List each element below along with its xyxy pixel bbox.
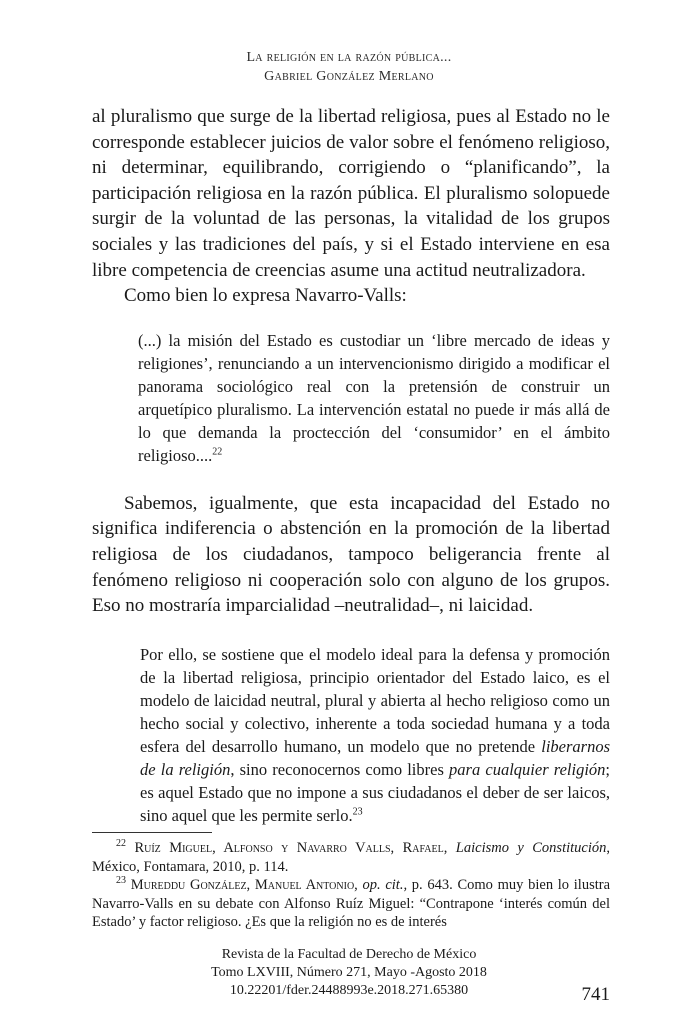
running-header (0, 48, 698, 86)
footnote-23 (92, 876, 610, 932)
paragraph-2: Como bien lo expresa Navarro-Valls: (124, 285, 407, 307)
block-quote-1-text: (...) la misión del Estado es custodiar un ‘libre mercado de ideas y religiones’, renunciando a un intervencionismo dirigido a modificar el panorama sociológico real con la pretensión de construir un arquetípico pluralismo. La intervención estatal no puede ir más allá de lo que demanda la proctección del ‘consumidor’ en el ámbito religioso.... (138, 330, 610, 465)
footnotes (92, 832, 610, 932)
footnote-23-author: Mureddu González, Manuel Antonio, (130, 877, 363, 893)
footnote-ref-23: 23 (352, 806, 363, 818)
block-quote-2-text-c: ; es aquel Estado que no impone a sus ciudadanos el deber de ser laicos, sino aquel que les permite serlo. (140, 759, 610, 825)
header-author: Gabriel González Merlano (264, 69, 434, 84)
page-number: 741 (581, 984, 610, 1005)
footnote-22-number: 22 (116, 838, 126, 850)
paragraph-3: Sabemos, igualmente, que esta incapacidad del Estado no significa indiferencia o abstención en la promoción de la libertad religiosa de los ciudadanos, tampoco beligerancia frente al fenómeno religioso ni cooperación solo con alguno de los grupos. Eso no mostraría imparcialidad –neutralidad–, ni laicidad. (92, 492, 610, 617)
block-quote-2-italic-1: liberarnos de la religión (140, 736, 610, 779)
block-quote-2-italic-2: para cualquier religión (449, 759, 606, 779)
footer-issue: Tomo LXVIII, Número 271, Mayo -Agosto 2018 (211, 965, 487, 980)
footnote-22-title: Laicismo y Constitución (455, 840, 607, 856)
footnote-rule (92, 832, 212, 833)
main-text (92, 104, 610, 827)
block-quote-2-text-b: , sino reconocernos como libres (230, 759, 450, 779)
block-quote-2-text-a: Por ello, se sostiene que el modelo ideal para la defensa y promoción de la libertad religiosa, principio orientador del Estado laico, es el modelo de laicidad neutral, plural y abierta al hecho religioso como un hecho social y colectivo, inherente a toda sociedad humana y a toda esfera del desarrollo humano, un modelo que no pretende (140, 644, 610, 756)
header-title: La religión en la razón pública... (246, 50, 452, 65)
footnote-ref-22: 22 (212, 446, 223, 458)
footer-doi: 10.22201/fder.24488993e.2018.271.65380 (229, 983, 469, 998)
footnote-23-opcit: op. cit., (362, 877, 408, 893)
footer-journal: Revista de la Facultad de Derecho de México (221, 947, 477, 962)
block-quote-2 (140, 643, 610, 827)
paragraph-1: al pluralismo que surge de la libertad religiosa, pues al Estado no le corresponde establecer juicios de valor sobre el fenómeno religioso, ni determinar, equilibrando, corrigiendo o “planificando”, la participación religiosa en la razón pública. El pluralismo solopuede surgir de la voluntad de las personas, la vitalidad de los grupos sociales y las tradiciones del país, y si el Estado interviene en esa libre competencia de creencias asume una actitud neutralizadora. (92, 106, 610, 281)
footnote-23-number: 23 (116, 875, 126, 887)
footnote-22 (92, 839, 610, 876)
footnote-23-rest: p. 643. Como muy bien lo ilustra Navarro-Valls en su debate con Alfonso Ruíz Miguel: “Contrapone ‘interés común del Estado’ y factor religioso. ¿Es que la religión no es de interés (92, 877, 611, 930)
block-quote-1 (138, 329, 610, 467)
footnote-22-rest: , México, Fontamara, 2010, p. 114. (92, 840, 610, 875)
footnote-22-authors: Ruíz Miguel, Alfonso y Navarro Valls, Rafael, (134, 840, 456, 856)
